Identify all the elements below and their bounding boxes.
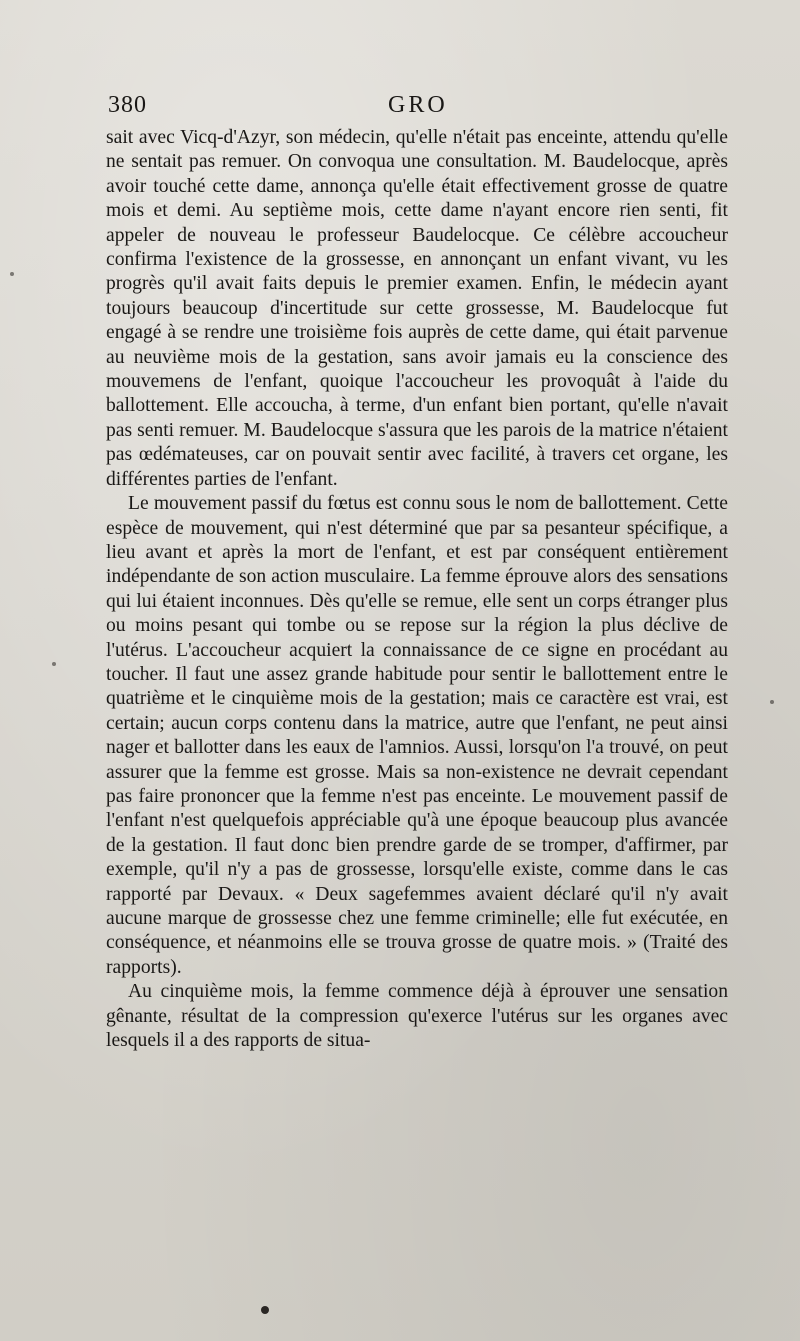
ink-spot	[261, 1306, 269, 1314]
paper-speck	[770, 700, 774, 704]
paper-speck	[52, 662, 56, 666]
page-header	[108, 92, 728, 126]
paragraph-3: Au cinquième mois, la femme commence déjà à éprouver une sensation gênante, résultat de la compression qu'exerce l'utérus sur les organes avec lesquels il a des rapports de situa-	[106, 981, 728, 1052]
page-number: 380	[108, 92, 147, 118]
running-head: GRO	[388, 92, 448, 118]
paragraph-1: sait avec Vicq-d'Azyr, son médecin, qu'elle n'était pas enceinte, attendu qu'elle ne sentait pas remuer. On convoqua une consultation. M. Baudelocque, après avoir touché cette dame, annonça qu'elle était effectivement grosse de quatre mois et demi. Au septième mois, cette dame n'ayant encore rien senti, fit appeler de nouveau le professeur Baudelocque. Ce célèbre accoucheur confirma l'existence de la grossesse, en annonçant un enfant vivant, vu les progrès qu'il avait faits depuis le premier examen. Enfin, le médecin ayant toujours beaucoup d'incertitude sur cette grossesse, M. Baudelocque fut engagé à se rendre une troisième fois auprès de cette dame, qui était parvenue au neuvième mois de la gestation, sans avoir jamais eu la conscience des mouvemens de l'enfant, quoique l'accoucheur les provoquât à l'aide du ballottement. Elle accoucha, à terme, d'un enfant bien portant, qu'elle n'avait pas senti remuer. M. Baudelocque s'assura que les parois de la matrice n'étaient pas œdémateuses, car on pouvait sentir avec facilité, à travers cet organe, les différentes parties de l'enfant.	[106, 127, 728, 490]
body-text	[106, 126, 728, 1053]
paper-speck	[10, 272, 14, 276]
paragraph-2: Le mouvement passif du fœtus est connu sous le nom de ballottement. Cette espèce de mouvement, qui n'est déterminé que par sa pesanteur spécifique, a lieu avant et après la mort de l'enfant, et est par conséquent entièrement indépendante de son action musculaire. La femme éprouve alors des sensations qui lui étaient inconnues. Dès qu'elle se remue, elle sent un corps étranger plus ou moins pesant qui tombe ou se repose sur la région la plus déclive de l'utérus. L'accoucheur acquiert la connaissance de ce signe en procédant au toucher. Il faut une assez grande habitude pour sentir le ballottement entre le quatrième et le cinquième mois de la gestation; mais ce caractère est vrai, est certain; aucun corps contenu dans la matrice, autre que l'enfant, ne peut ainsi nager et ballotter dans les eaux de l'amnios. Aussi, lorsqu'on l'a trouvé, on peut assurer que la femme est grosse. Mais sa non-existence ne devrait cependant pas faire prononcer que la femme n'est pas enceinte. Le mouvement passif de l'enfant n'est quelquefois appréciable qu'à une époque beaucoup plus avancée de la gestation. Il faut donc bien prendre garde de se tromper, d'affirmer, par exemple, qu'il n'y a pas de grossesse, lorsqu'elle existe, comme dans le cas rapporté par Devaux. « Deux sagefemmes avaient déclaré qu'il n'y avait aucune marque de grossesse chez une femme criminelle; elle fut exécutée, en conséquence, et néanmoins elle se trouva grosse de quatre mois. » (Traité des rapports).	[106, 493, 728, 978]
